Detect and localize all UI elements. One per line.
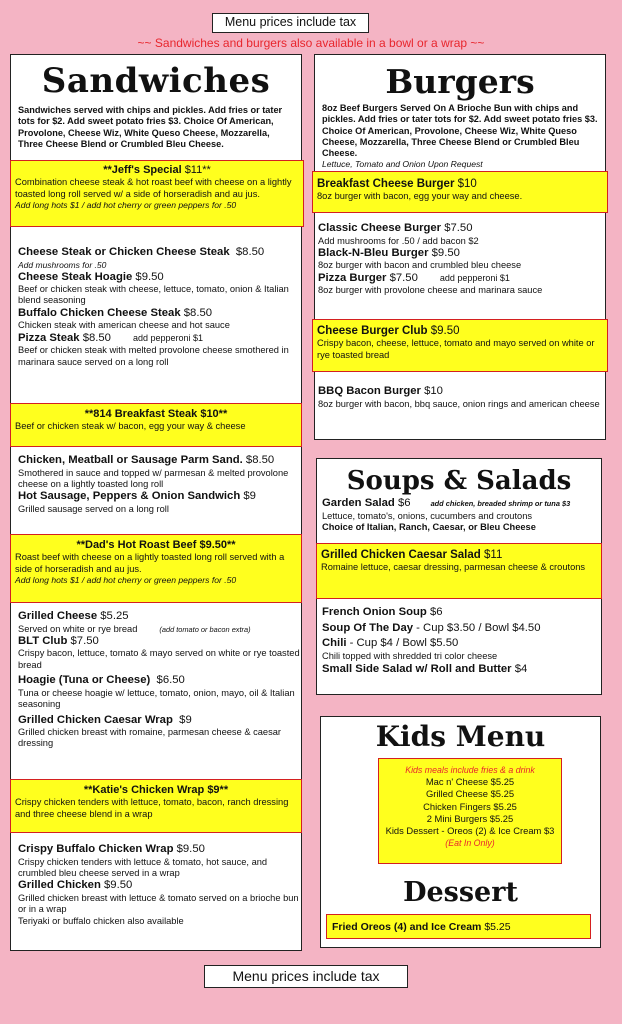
menu-item-note: Add mushrooms for .50 bbox=[18, 259, 107, 270]
burgers-intro: 8oz Beef Burgers Served On A Brioche Bun with chips and pickles. Add fries or tater tots for $2. Add sweet potato fries $3. Choice Of American, Provolone, Cheese Wiz, White Queso Cheese, Mozzarella, Three Cheese Blend or Crumbled Bleu Cheese. bbox=[322, 103, 598, 159]
dads-roast-beef-box bbox=[10, 534, 302, 603]
dads-roast-beef-desc: Roast beef with cheese on a lightly toasted long roll served with a side of horseradish and au jus. bbox=[15, 552, 285, 574]
menu-item-name: Soup Of The Day - Cup $3.50 / Bowl $4.50 bbox=[322, 621, 541, 634]
kids-menu-title: Kids Menu bbox=[375, 720, 546, 753]
sandwich-group-4 bbox=[18, 843, 300, 927]
menu-item-name: Grilled Cheese $5.25 bbox=[18, 610, 129, 622]
dessert-item-box bbox=[326, 914, 591, 939]
menu-item-desc: 8oz burger with provolone cheese and marinara sauce bbox=[318, 285, 543, 296]
kids-meal-note: Kids meals include fries & a drink bbox=[405, 765, 535, 775]
menu-item-name: Grilled Chicken $9.50 bbox=[18, 879, 133, 892]
burgers-intro-note: Lettuce, Tomato and Onion Upon Request bbox=[322, 159, 483, 170]
menu-item-desc: 8oz burger with bacon and crumbled bleu cheese bbox=[318, 260, 522, 271]
menu-item-desc: Grilled chicken breast with lettuce & tomato served on a brioche bun or in a wrap bbox=[18, 892, 299, 915]
kids-eat-in-note: (Eat In Only) bbox=[445, 838, 495, 849]
menu-item-name: Cheese Steak Hoagie $9.50 bbox=[18, 270, 164, 283]
menu-item-name: Hoagie (Tuna or Cheese) $6.50 bbox=[18, 674, 185, 687]
menu-item-desc: Grilled chicken breast with romaine, parmesan cheese & caesar dressing bbox=[18, 727, 282, 749]
katies-wrap-title: **Katie's Chicken Wrap $9** bbox=[83, 784, 229, 796]
caesar-salad-desc: Romaine lettuce, caesar dressing, parmesan cheese & croutons bbox=[321, 562, 586, 572]
soups-block bbox=[322, 606, 598, 676]
menu-item-name: Classic Cheese Burger $7.50 bbox=[318, 222, 473, 234]
burgers-title: Burgers bbox=[385, 62, 535, 101]
tax-notice-bottom: Menu prices include tax bbox=[204, 965, 408, 988]
kids-item: Chicken Fingers $5.25 bbox=[423, 800, 517, 812]
menu-item-name: Chicken, Meatball or Sausage Parm Sand. $8.50 bbox=[18, 454, 275, 466]
sandwich-group-3 bbox=[18, 610, 300, 750]
menu-item-name: Small Side Salad w/ Roll and Butter $4 bbox=[322, 662, 528, 675]
sandwiches-intro: Sandwiches served with chips and pickles. Add fries or tater tots for $2. Add sweet potato fries $3. Choice Of American, Provolone, Cheese Wiz, White Queso Cheese, Mozzarella, Three Cheese Blend or Crumbled Bleu Cheese. bbox=[18, 105, 283, 149]
jeffs-special-title: **Jeff's Special $11** bbox=[103, 164, 211, 176]
kids-menu-list bbox=[378, 758, 562, 864]
menu-item-choice: Choice of Italian, Ranch, Caesar, or Bleu Cheese bbox=[322, 521, 536, 532]
menu-item-name: Pizza Burger $7.50 add pepperoni $1 bbox=[318, 271, 510, 284]
menu-item-desc: Add mushrooms for .50 / add bacon $2 bbox=[318, 235, 479, 246]
katies-wrap-box bbox=[10, 779, 302, 833]
garden-salad-block bbox=[322, 497, 598, 533]
katies-wrap-desc: Crispy chicken tenders with lettuce, tomato, bacon, ranch dressing and three cheese blend in a wrap bbox=[15, 797, 289, 819]
menu-item-desc: Tuna or cheese hoagie w/ lettuce, tomato, onion, mayo, oil & Italian seasoning bbox=[18, 687, 295, 710]
breakfast-steak-title: **814 Breakfast Steak $10** bbox=[84, 408, 228, 420]
menu-item-desc: Chili topped with shredded tri color cheese bbox=[322, 650, 498, 661]
tax-notice-top: Menu prices include tax bbox=[212, 13, 369, 33]
menu-item-name: Buffalo Chicken Cheese Steak $8.50 bbox=[18, 306, 213, 319]
burger-club-title: Cheese Burger Club $9.50 bbox=[317, 325, 460, 337]
menu-item-name: Crispy Buffalo Chicken Wrap $9.50 bbox=[18, 843, 205, 855]
menu-item-name: BLT Club $7.50 bbox=[18, 634, 99, 647]
sandwich-group-1 bbox=[18, 246, 300, 368]
breakfast-burger-box bbox=[312, 171, 608, 213]
dads-roast-beef-title: **Dad's Hot Roast Beef $9.50** bbox=[76, 539, 236, 551]
menu-item-name: Garden Salad $6 add chicken, breaded shrimp or tuna $3 bbox=[322, 497, 571, 509]
jeffs-special-box bbox=[10, 160, 304, 227]
menu-item-desc: Teriyaki or buffalo chicken also available bbox=[18, 915, 184, 926]
menu-item-desc: Chicken steak with american cheese and hot sauce bbox=[18, 320, 230, 331]
menu-item-name: Cheese Steak or Chicken Cheese Steak $8.50 bbox=[18, 246, 265, 258]
menu-item-desc: Crispy bacon, lettuce, tomato & mayo served on white or rye toasted bread bbox=[18, 648, 300, 670]
menu-item-name: Grilled Chicken Caesar Wrap $9 bbox=[18, 713, 192, 726]
caesar-salad-title: Grilled Chicken Caesar Salad $11 bbox=[321, 549, 503, 561]
burger-club-desc: Crispy bacon, cheese, lettuce, tomato and mayo served on white or rye toasted bread bbox=[317, 338, 595, 360]
menu-item-desc: Lettuce, tomato's, onions, cucumbers and croutons bbox=[322, 510, 533, 521]
kids-item: Grilled Cheese $5.25 bbox=[425, 788, 515, 800]
jeffs-special-note: Add long hots $1 / add hot cherry or green peppers for .50 bbox=[15, 200, 237, 210]
menu-item-name: Black-N-Bleu Burger $9.50 bbox=[318, 246, 460, 259]
sandwiches-title: Sandwiches bbox=[41, 61, 271, 101]
breakfast-steak-box bbox=[10, 403, 302, 447]
dessert-item: Fried Oreos (4) and Ice Cream $5.25 bbox=[332, 921, 511, 933]
menu-item-name: Hot Sausage, Peppers & Onion Sandwich $9 bbox=[18, 490, 256, 503]
dessert-title: Dessert bbox=[403, 877, 518, 908]
menu-item-name: French Onion Soup $6 bbox=[322, 606, 443, 618]
menu-item-desc: Beef or chicken steak with cheese, lettuce, tomato, onion & Italian blend seasoning bbox=[18, 284, 289, 306]
kids-item: 2 Mini Burgers $5.25 bbox=[426, 812, 514, 824]
menu-item-desc: 8oz burger with bacon, bbq sauce, onion rings and american cheese bbox=[318, 398, 600, 409]
kids-item: Kids Dessert - Oreos (2) & Ice Cream $3 bbox=[385, 825, 555, 837]
menu-item-desc: Beef or chicken steak with melted provolone cheese smothered in marinara sauce served on a long roll bbox=[18, 345, 289, 367]
jeffs-special-desc: Combination cheese steak & hot roast beef with cheese on a lightly toasted long roll served w/ a side of horseradish and au jus. bbox=[15, 177, 292, 199]
bowl-wrap-note: ~~ Sandwiches and burgers also available in a bowl or a wrap ~~ bbox=[137, 36, 485, 50]
soups-salads-title: Soups & Salads bbox=[346, 466, 572, 496]
breakfast-steak-desc: Beef or chicken steak w/ bacon, egg your way & cheese bbox=[15, 421, 246, 431]
menu-item-desc: Served on white or rye bread (add tomato or bacon extra) bbox=[18, 623, 251, 634]
menu-item-desc: Smothered in sauce and topped w/ parmesan & melted provolone cheese on a lightly toasted long roll bbox=[18, 467, 289, 489]
menu-item-name: Pizza Steak $8.50 add pepperoni $1 bbox=[18, 331, 204, 344]
menu-item-name: BBQ Bacon Burger $10 bbox=[318, 385, 443, 397]
menu-item-desc: Crispy chicken tenders with lettuce & tomato, hot sauce, and crumbled bleu cheese served in a wrap bbox=[18, 856, 268, 878]
breakfast-burger-title: Breakfast Cheese Burger $10 bbox=[317, 178, 477, 190]
caesar-salad-box bbox=[316, 543, 602, 599]
sandwich-group-2 bbox=[18, 454, 300, 515]
burger-club-box bbox=[312, 319, 608, 372]
dads-roast-beef-note: Add long hots $1 / add hot cherry or green peppers for .50 bbox=[15, 575, 237, 585]
menu-item-name: Chili - Cup $4 / Bowl $5.50 bbox=[322, 637, 459, 649]
burger-group-1 bbox=[318, 222, 602, 297]
breakfast-burger-desc: 8oz burger with bacon, egg your way and cheese. bbox=[317, 191, 523, 201]
kids-item: Mac n' Cheese $5.25 bbox=[425, 776, 515, 788]
bbq-burger-block bbox=[318, 385, 602, 410]
menu-item-desc: Grilled sausage served on a long roll bbox=[18, 503, 169, 514]
